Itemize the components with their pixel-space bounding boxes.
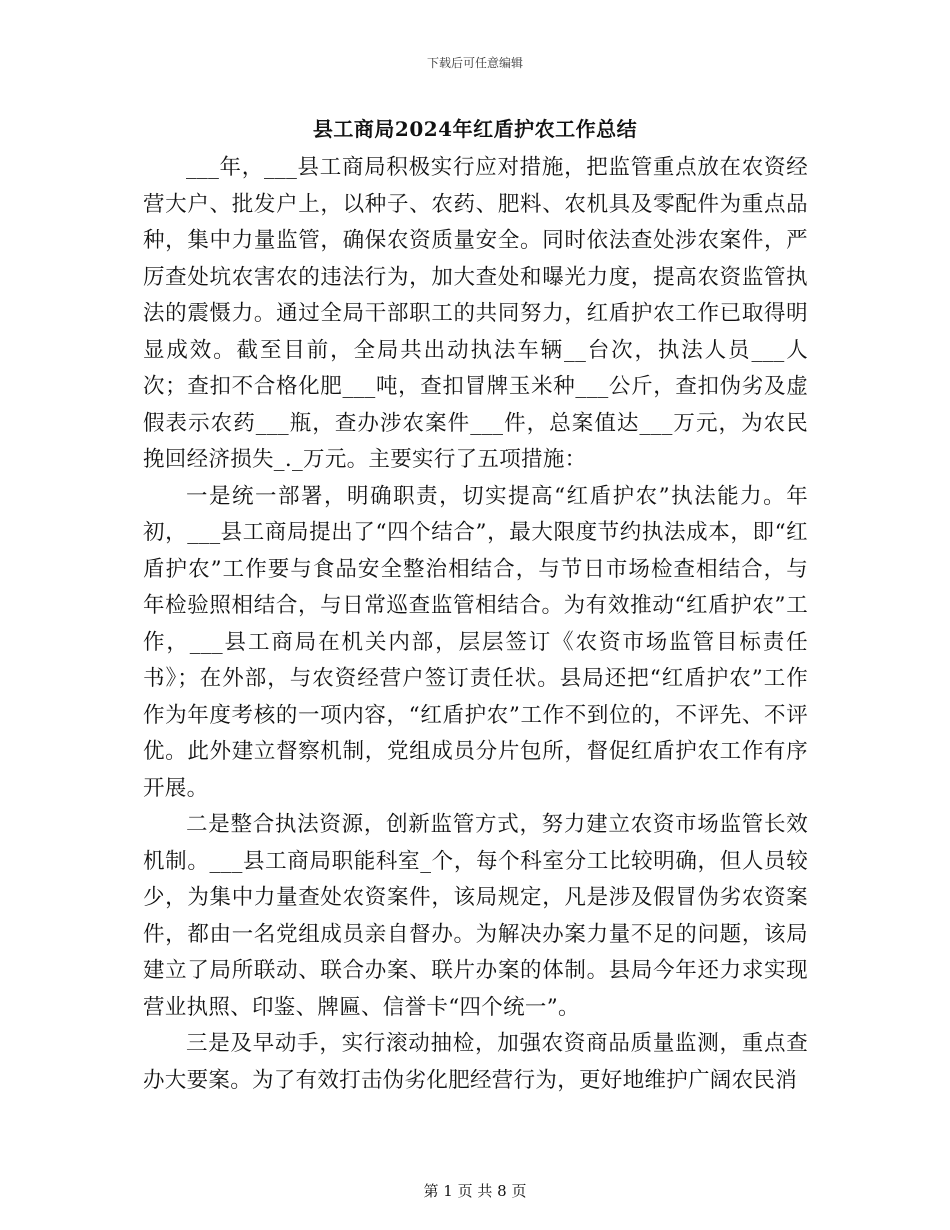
document-body: [143, 150, 808, 1099]
paragraph-intro: ___年，___县工商局积极实行应对措施，把监管重点放在农资经营大户、批发户上，以种子、农药、肥料、农机具及零配件为重点品种，集中力量监管，确保农资质量安全。同时依法查处涉农案件，严厉查处坑农害农的违法行为，加大查处和曝光力度，提高农资监管执法的震慑力。通过全局干部职工的共同努力，红盾护农工作已取得明显成效。截至目前，全局共出动执法车辆__台次，执法人员___人次；查扣不合格化肥___吨，查扣冒牌玉米种___公斤，查扣伪劣及虚假表示农药___瓶，查办涉农案件___件，总案值达___万元，为农民挽回经济损失_._万元。主要实行了五项措施：: [143, 155, 808, 472]
paragraph-measure-one: 一是统一部署，明确职责，切实提高“红盾护农”执法能力。年初，___县工商局提出了“四个结合”，最大限度节约执法成本，即“红盾护农”工作要与食品安全整治相结合，与节日市场检查相结合，与年检验照相结合，与日常巡查监管相结合。为有效推动“红盾护农”工作，___县工商局在机关内部，层层签订《农资市场监管目标责任书》；在外部，与农资经营户签订责任状。县局还把“红盾护农”工作作为年度考核的一项内容，“红盾护农”工作不到位的，不评先、不评优。此外建立督察机制，党组成员分片包所，督促红盾护农工作有序开展。: [143, 483, 808, 801]
paragraph-measure-two: 二是整合执法资源，创新监管方式，努力建立农资市场监管长效机制。___县工商局职能科室_个，每个科室分工比较明确，但人员较少，为集中力量查处农资案件，该局规定，凡是涉及假冒伪劣农资案件，都由一名党组成员亲自督办。为解决办案力量不足的问题，该局建立了局所联动、联合办案、联片办案的体制。县局今年还力求实现营业执照、印鉴、牌匾、信誉卡“四个统一”。: [143, 812, 808, 1020]
document-title: 县工商局2024年红盾护农工作总结: [312, 117, 638, 141]
header-note: 下载后可任意编辑: [426, 56, 523, 70]
page-indicator: 第 1 页 共 8 页: [423, 1182, 527, 1200]
paragraph-measure-three: 三是及早动手，实行滚动抽检，加强农资商品质量监测，重点查办大要案。为了有效打击伪劣化肥经营行为，更好地维护广阔农民消: [143, 1031, 808, 1093]
